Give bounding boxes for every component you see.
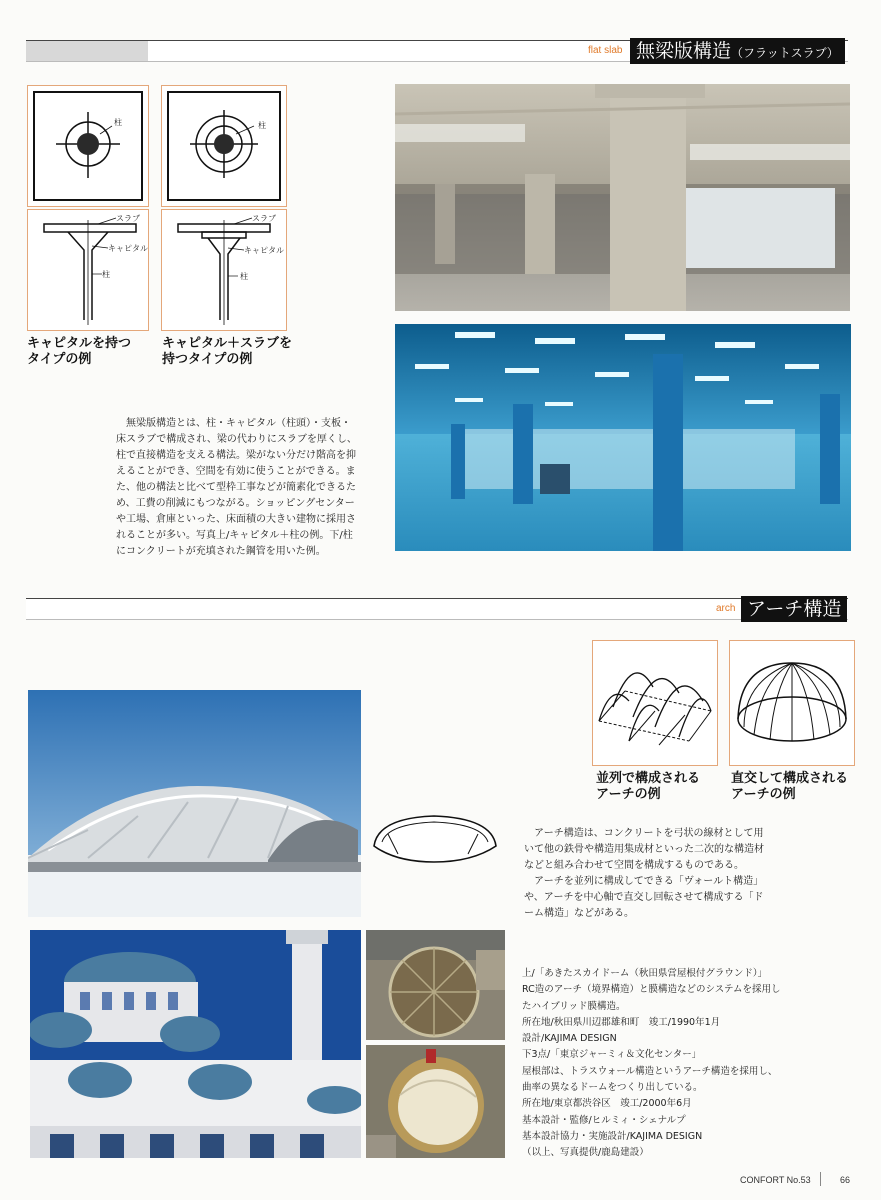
body-line: にコンクリートが充填された鋼管を用いた例。 <box>116 546 326 557</box>
fig2-label-column-section: 柱 <box>240 272 248 281</box>
credit-line: たハイブリッド膜構造。 <box>522 1000 626 1012</box>
fig1-caption <box>27 336 131 368</box>
fig1-caption-line: キャピタルを持つ <box>27 336 132 351</box>
dome-caption <box>731 771 848 803</box>
body-line: えることができ、空間を有効に使うことができる。ま <box>116 466 356 477</box>
dome-construction-photo-2 <box>366 1045 505 1158</box>
concrete-interior-illustration <box>395 84 850 311</box>
vault-diagram <box>592 640 718 766</box>
mosque-illustration <box>30 930 361 1158</box>
body-line: などと組み合わせて空間を構成するものである。 <box>524 860 744 871</box>
fig2-caption <box>162 336 292 368</box>
dome-construction-photo-1 <box>366 930 505 1040</box>
dome-frame-illustration <box>366 930 505 1040</box>
body-line: 床スラブで構成され、梁の代わりにスラブを厚くし、 <box>116 434 357 445</box>
credit-line: RC造のアーチ（境界構造）と膜構造などのシステムを採用し <box>522 984 781 996</box>
flat-slab-title: 無梁版構造 <box>636 40 732 62</box>
fig2-label-slab: スラブ <box>252 214 276 223</box>
credit-line: 屋根部は、トラスウォール構造というアーチ構造を採用し、 <box>522 1065 778 1077</box>
vault-caption-line: 並列で構成される <box>596 771 701 786</box>
flat-slab-photo-steel-columns <box>395 324 851 551</box>
credit-line: 基本設計・監修/ヒルミィ・シェナルプ <box>522 1114 686 1126</box>
credit-line: 上/「あきたスカイドーム（秋田県営屋根付グラウンド）」 <box>522 968 768 979</box>
footer-magazine: CONFORT No.53 <box>740 1175 811 1185</box>
body-line: た、他の構法と比べて型枠工事などが簡素化できるた <box>116 482 356 493</box>
flat-slab-photo-concrete <box>395 84 850 311</box>
capital-section-diagram <box>27 209 149 331</box>
dome-shell-illustration <box>366 1045 505 1158</box>
capital-section-drawing <box>28 210 148 330</box>
flat-slab-header-en: flat slab <box>588 45 623 56</box>
vault-caption <box>596 771 700 803</box>
roof-outline-icon <box>368 810 503 870</box>
credit-line: 所在地/東京都渋谷区 竣工/2000年6月 <box>522 1098 692 1110</box>
body-line: や工場、倉庫といった、床面積の大きい建物に採用さ <box>116 514 356 525</box>
body-line: め、工費の削減にもつながる。ショッピングセンター <box>116 498 355 509</box>
fig2-label-column: 柱 <box>258 121 266 130</box>
body-line: れることが多い。写真上/キャピタル＋柱の例。下/柱 <box>116 530 353 541</box>
body-line: アーチ構造は、コンクリートを弓状の線材として用 <box>534 828 764 839</box>
flat-slab-subtitle: （フラットスラブ） <box>731 46 839 60</box>
fig1-label-slab: スラブ <box>116 214 140 223</box>
footer-page-number: 66 <box>840 1175 851 1185</box>
body-line: 柱で直接構造を支える構法。梁がない分だけ階高を抑 <box>116 450 356 461</box>
footer-divider <box>820 1172 821 1186</box>
skydome-roof-drawing <box>368 810 503 870</box>
mosque-photo <box>30 930 361 1158</box>
photo-credits <box>522 966 822 1162</box>
fig2-caption-line: 持つタイプの例 <box>162 352 253 367</box>
credit-line: 所在地/秋田県川辺郡雄和町 竣工/1990年1月 <box>522 1016 721 1028</box>
header-dark-tab <box>26 41 148 61</box>
body-line: アーチを並列に構成してできる「ヴォールト構造」 <box>534 876 764 887</box>
capital-slab-section-diagram <box>161 209 287 331</box>
body-line: や、アーチを中心軸で直交し回転させて構成する「ド <box>524 892 764 903</box>
fig1-label-capital: キャピタル <box>108 244 148 253</box>
body-line: ーム構造」などがある。 <box>524 908 634 919</box>
capital-slab-section-drawing <box>162 210 286 330</box>
credit-line: （以上、写真提供/鹿島建設） <box>522 1147 649 1159</box>
skydome-illustration <box>28 690 361 917</box>
credit-line: 下3点/「東京ジャーミィ＆文化センター」 <box>522 1049 702 1061</box>
arch-header-jp: アーチ構造 <box>741 596 847 622</box>
dome-caption-line: 直交して構成される <box>731 771 849 786</box>
dome-diagram <box>729 640 855 766</box>
fig1-label-column-section: 柱 <box>102 270 110 279</box>
fig1-caption-line: タイプの例 <box>27 352 92 367</box>
credit-line: 設計/KAJIMA DESIGN <box>522 1033 617 1045</box>
dome-drawing <box>730 641 854 765</box>
arch-body <box>524 826 774 922</box>
body-line: いて他の鉄骨や構造用集成材といった二次的な構造材 <box>524 844 764 855</box>
vault-drawing <box>593 641 717 765</box>
body-line: 無梁版構造とは、柱・キャピタル（柱頭）・支板・ <box>126 418 351 429</box>
arch-header-en: arch <box>716 603 736 614</box>
fig2-label-capital: キャピタル <box>244 246 284 255</box>
fig1-label-column: 柱 <box>114 118 122 127</box>
capital-slab-plan-drawing <box>162 86 286 206</box>
vault-caption-line: アーチの例 <box>596 787 661 802</box>
flat-slab-body <box>116 416 378 560</box>
blue-interior-illustration <box>395 324 851 551</box>
capital-slab-plan-diagram <box>161 85 287 207</box>
skydome-photo <box>28 690 361 917</box>
fig2-caption-line: キャピタル＋スラブを <box>162 336 293 351</box>
capital-plan-diagram <box>27 85 149 207</box>
flat-slab-header-jp <box>630 38 845 64</box>
credit-line: 基本設計協力・実施設計/KAJIMA DESIGN <box>522 1130 703 1142</box>
capital-plan-drawing <box>28 86 148 206</box>
dome-caption-line: アーチの例 <box>731 787 796 802</box>
credit-line: 曲率の異なるドームをつくり出している。 <box>522 1082 703 1094</box>
